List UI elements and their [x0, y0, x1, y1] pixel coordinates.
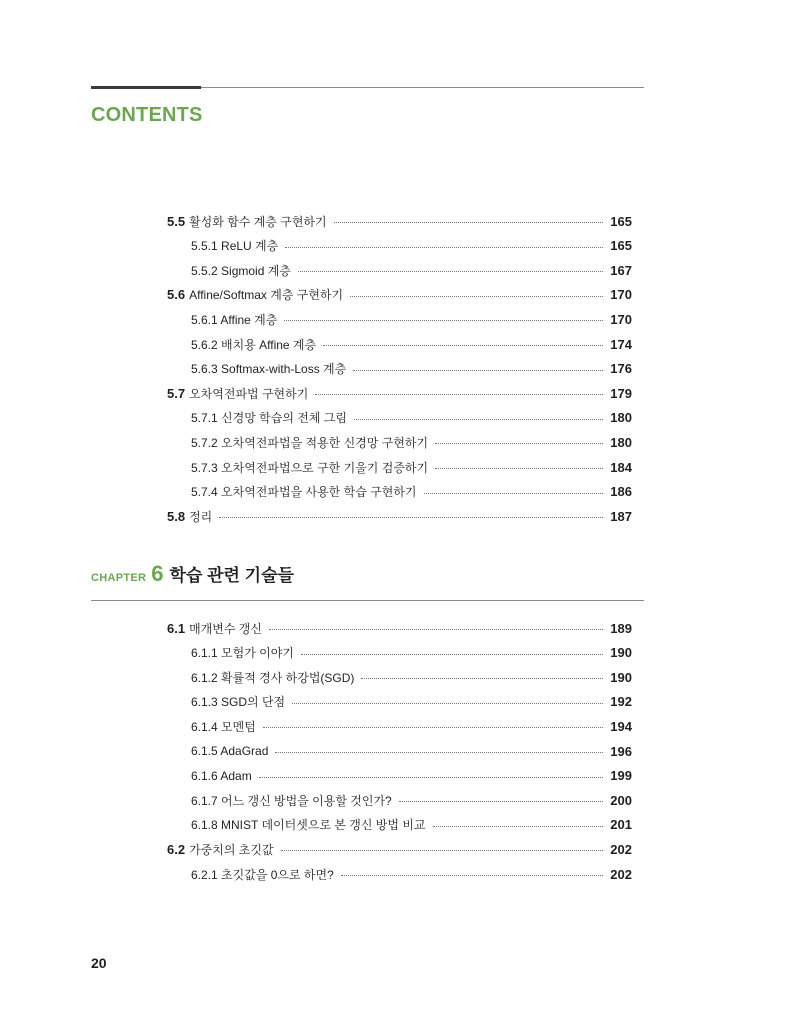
entry-page-number: 184: [610, 459, 632, 475]
dot-leader: [263, 726, 603, 728]
header-rule-accent: [91, 86, 201, 89]
dot-leader: [219, 516, 603, 518]
toc-subsection-entry[interactable]: [191, 790, 632, 810]
entry-title: 5.7.4 오차역전파법을 사용한 학습 구현하기: [191, 485, 417, 500]
entry-title: 5.5.2 Sigmoid 계층: [191, 263, 291, 278]
entry-page-number: 170: [610, 287, 632, 303]
dot-leader: [275, 751, 603, 753]
entry-title: 6.1.2 확률적 경사 하강법(SGD): [191, 670, 355, 685]
entry-title: 6.1.1 모험가 이야기: [191, 646, 294, 661]
toc-subsection-entry[interactable]: [191, 716, 632, 736]
page-number: 20: [91, 955, 107, 971]
entry-page-number: 180: [610, 410, 632, 426]
entry-title: 6.2.1 초깃값을 0으로 하면?: [191, 867, 334, 882]
dot-leader: [334, 221, 604, 223]
entry-page-number: 202: [610, 866, 632, 882]
entry-page-number: 170: [610, 311, 632, 327]
entry-page-number: 194: [610, 718, 632, 734]
entry-title: 활성화 함수 계층 구현하기: [189, 214, 327, 229]
entry-title: 가중치의 초깃값: [189, 842, 274, 857]
entry-page-number: 200: [610, 792, 632, 808]
entry-page-number: 199: [610, 768, 632, 784]
entry-page-number: 174: [610, 336, 632, 352]
chapter-heading: [91, 561, 294, 587]
section-number: 6.1: [167, 620, 186, 636]
dot-leader: [285, 246, 603, 248]
entry-title: 매개변수 갱신: [189, 621, 262, 636]
toc-section-entry[interactable]: [167, 285, 632, 305]
dot-leader: [259, 776, 604, 778]
dot-leader: [354, 418, 603, 420]
entry-title: 6.1.3 SGD의 단점: [191, 695, 286, 710]
toc-subsection-entry[interactable]: [191, 359, 632, 379]
section-number: 5.6: [167, 287, 186, 303]
entry-title: 6.1.4 모멘텀: [191, 719, 256, 734]
toc-subsection-entry[interactable]: [191, 692, 632, 712]
dot-leader: [435, 467, 603, 469]
entry-title: 5.6.2 배치용 Affine 계층: [191, 337, 317, 352]
entry-title: 5.6.3 Softmax-with-Loss 계층: [191, 362, 347, 377]
dot-leader: [315, 393, 603, 395]
toc-subsection-entry[interactable]: [191, 864, 632, 884]
toc-subsection-entry[interactable]: [191, 408, 632, 428]
entry-page-number: 196: [610, 743, 632, 759]
dot-leader: [341, 874, 604, 876]
toc-subsection-entry[interactable]: [191, 815, 632, 835]
entry-page-number: 165: [610, 238, 632, 254]
section-number: 5.8: [167, 508, 186, 524]
entry-page-number: 192: [610, 694, 632, 710]
dot-leader: [424, 492, 604, 494]
entry-title: 오차역전파법 구현하기: [189, 386, 309, 401]
entry-title: 6.1.8 MNIST 데이터셋으로 본 갱신 방법 비교: [191, 818, 426, 833]
toc-subsection-entry[interactable]: [191, 667, 632, 687]
toc-subsection-entry[interactable]: [191, 457, 632, 477]
entry-page-number: 186: [610, 484, 632, 500]
dot-leader: [350, 295, 603, 297]
entry-title: 5.7.3 오차역전파법으로 구한 기울기 검증하기: [191, 460, 429, 475]
dot-leader: [353, 369, 603, 371]
toc-subsection-entry[interactable]: [191, 432, 632, 452]
section-number: 6.2: [167, 841, 186, 857]
entry-title: 5.5.1 ReLU 계층: [191, 239, 279, 254]
entry-title: 6.1.7 어느 갱신 방법을 이용할 것인가?: [191, 793, 392, 808]
dot-leader: [361, 677, 603, 679]
toc-subsection-entry[interactable]: [191, 236, 632, 256]
entry-page-number: 190: [610, 645, 632, 661]
dot-leader: [281, 849, 604, 851]
toc-section-entry[interactable]: [167, 618, 632, 638]
entry-page-number: 190: [610, 669, 632, 685]
dot-leader: [292, 702, 603, 704]
chapter-title: 학습 관련 기술들: [169, 566, 294, 585]
toc-section-entry[interactable]: [167, 839, 632, 859]
toc-subsection-entry[interactable]: [191, 741, 632, 761]
chapter-label: CHAPTER: [91, 572, 147, 584]
toc-subsection-entry[interactable]: [191, 482, 632, 502]
toc-subsection-entry[interactable]: [191, 334, 632, 354]
chapter-rule: [91, 600, 644, 601]
entry-title: 6.1.6 Adam: [191, 768, 252, 783]
dot-leader: [301, 653, 603, 655]
toc-subsection-entry[interactable]: [191, 766, 632, 786]
entry-title: 정리: [189, 509, 213, 524]
dot-leader: [435, 442, 603, 444]
dot-leader: [323, 344, 603, 346]
entry-title: 5.6.1 Affine 계층: [191, 312, 278, 327]
entry-page-number: 180: [610, 434, 632, 450]
entry-page-number: 202: [610, 841, 632, 857]
entry-page-number: 179: [610, 385, 632, 401]
toc-subsection-entry[interactable]: [191, 643, 632, 663]
entry-page-number: 165: [610, 213, 632, 229]
entry-title: 5.7.1 신경망 학습의 전체 그림: [191, 411, 347, 426]
dot-leader: [298, 270, 603, 272]
toc-section-entry[interactable]: [167, 383, 632, 403]
toc-subsection-entry[interactable]: [191, 260, 632, 280]
section-number: 5.7: [167, 385, 186, 401]
chapter-number: 6: [151, 561, 164, 586]
entry-page-number: 201: [610, 817, 632, 833]
entry-title: Affine/Softmax 계층 구현하기: [189, 288, 344, 303]
entry-title: 6.1.5 AdaGrad: [191, 744, 269, 758]
dot-leader: [269, 628, 603, 630]
entry-title: 5.7.2 오차역전파법을 적용한 신경망 구현하기: [191, 435, 429, 450]
dot-leader: [284, 319, 603, 321]
toc-section-entry[interactable]: [167, 506, 632, 526]
toc-subsection-entry[interactable]: [191, 309, 632, 329]
dot-leader: [399, 800, 604, 802]
section-number: 5.5: [167, 213, 186, 229]
entry-page-number: 189: [610, 620, 632, 636]
page-title: CONTENTS: [91, 104, 203, 126]
toc-section-entry[interactable]: [167, 211, 632, 231]
entry-page-number: 176: [610, 361, 632, 377]
dot-leader: [433, 825, 604, 827]
entry-page-number: 187: [610, 508, 632, 524]
entry-page-number: 167: [610, 262, 632, 278]
